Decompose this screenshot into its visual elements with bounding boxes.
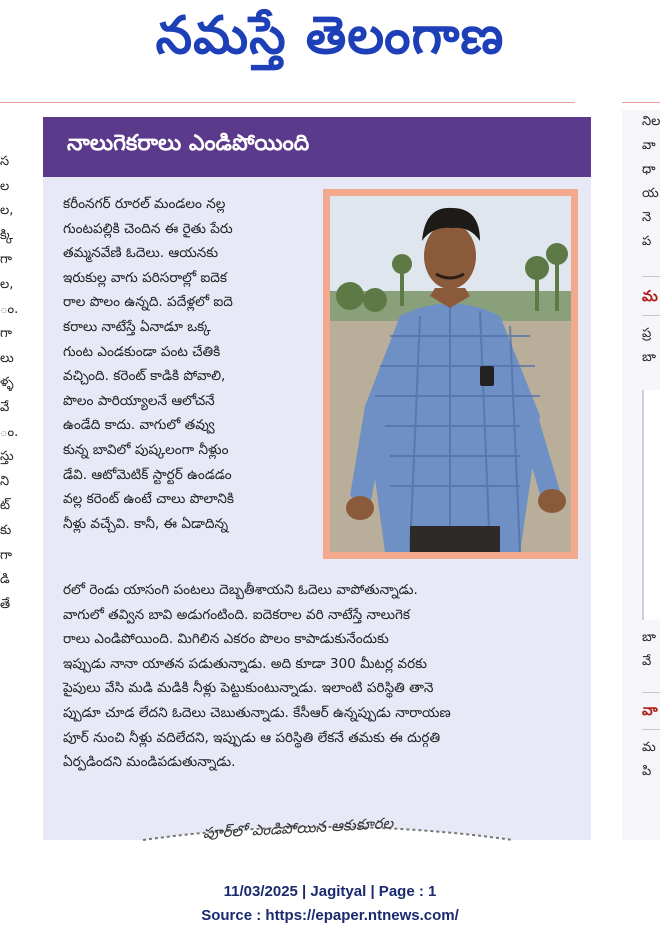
left-col-line: స (0, 154, 10, 169)
right-col-line: మ (642, 740, 656, 755)
headline-bar (43, 117, 591, 177)
article-body-line: పైపులు వేసి మడి మడికి నీళ్లు పెట్టుకుంటున్నాడు. ఇలాంటి పరిస్థితి తానె (63, 680, 434, 697)
headline: నాలుగెకరాలు ఎండిపోయింది (67, 131, 310, 156)
right-col-lines-a (622, 110, 660, 254)
article-body-full (63, 578, 578, 775)
left-col-line: లు (0, 350, 14, 366)
right-col-line: వా (642, 138, 656, 153)
left-col-line: కు (0, 522, 12, 538)
article-body-line: ఏర్పడిందని మండిపడుతున్నాడు. (63, 754, 236, 771)
article-body-line: డేవి. ఆటోమెటిక్ స్టార్టర్ ఉండడం (63, 466, 232, 483)
right-col-lines-d (622, 736, 660, 784)
left-col-line: గా (0, 326, 12, 342)
article-body-line: గుంటపల్లికి చెందిన ఈ రైతు పేరు (63, 220, 233, 237)
adjacent-article-right (622, 110, 660, 840)
article-body-line: కరీంనగర్ రూరల్ మండలం నల్ల (63, 196, 226, 212)
article-body-line: పూర్ నుంచి నీళ్లు వదిలేదని, ఇప్పుడు ఆ పరిస్థితి లేకనే తమకు ఈ దుర్గతి (63, 729, 441, 746)
article-body-line: రాలు ఎండిపోయింది. మిగిలిన ఎకరం పొలం కాపాడుకునేందుకు (63, 631, 389, 648)
article-body-line: కున్న బావిలో పుష్కలంగా నీళ్లుం (63, 441, 229, 458)
article-body-line: ఉండేది కాదు. వాగులో తవ్వు (63, 417, 215, 434)
left-col-line: ం. (0, 424, 19, 440)
right-col-heading-2: వా (642, 701, 658, 719)
right-col-line: ధా (642, 162, 656, 177)
photo-insert-caption (143, 814, 513, 842)
right-col-line: బా (642, 630, 656, 645)
footer-source: Source : https://epaper.ntnews.com/ (201, 907, 459, 924)
left-col-line: స్తు (0, 449, 14, 465)
article-body-line: గుంట ఎండకుండా పంట చేతికి (63, 343, 221, 360)
newspaper-title: నమస్తే తెలంగాణ (155, 6, 505, 66)
photo-frame (323, 189, 578, 559)
right-col-heading-1: మ (642, 287, 658, 305)
article-body-line: రాల పొలం ఉన్నది. పదేళ్లలో ఐదె (63, 294, 233, 311)
article-body-line: వాగులో తవ్విన బావి అడుగంటింది. ఐదెకరాల వరి నాటేస్తే నాలుగెక (63, 606, 411, 623)
left-col-line: తే (0, 596, 11, 612)
right-col-line: య (642, 186, 659, 201)
right-col-lines-b (622, 322, 660, 370)
article-body-line: పొలం పారియ్యాలనే ఆలోచనే (63, 392, 215, 409)
right-col-divider (642, 315, 660, 316)
right-col-divider (642, 729, 660, 730)
farmer-photo-illustration (330, 196, 571, 552)
right-col-line: వే (642, 654, 652, 669)
left-col-line: డి (0, 572, 10, 588)
farmer-photo (330, 196, 571, 552)
right-col-line: నిల (642, 114, 660, 129)
right-col-photo (642, 390, 660, 620)
right-col-line: ప్ర (642, 326, 652, 341)
right-col-line: బా (642, 350, 656, 365)
article-body-line: ఇప్పుడు నానా యాతన పడుతున్నాడు. అది కూడా 300 మీటర్ల వరకు (63, 655, 427, 672)
right-col-line: నె (642, 210, 652, 225)
adjacent-article-left (0, 150, 19, 790)
article (43, 117, 591, 840)
left-col-line: ళ్ళ (0, 375, 14, 391)
article-body-line: ఇరుకుల్ల వాగు పరిసరాల్లో ఐదెక (63, 269, 227, 286)
right-col-line: ప (642, 234, 652, 249)
left-col-line: వే (0, 399, 10, 415)
right-col-divider (642, 692, 660, 693)
article-body-line: వచ్చింది. కరెంట్ కాడికి పోవాలి, (63, 368, 226, 385)
article-body-line: నీళ్లు వచ్చేవి. కానీ, ఈ ఏడాదిన్న (63, 515, 229, 532)
masthead-divider-right (622, 102, 660, 103)
left-col-line: గా (0, 547, 12, 563)
right-col-line: పి (642, 764, 652, 779)
left-col-line: ం. (0, 301, 19, 317)
left-col-line: ని (0, 473, 10, 489)
article-body-line: కరాలు నాటేస్తే ఏనాడూ ఒక్క (63, 318, 211, 335)
insert-caption-text: పూర్‌లో ఎండిపోయిన ఆకుకూరల (202, 814, 394, 842)
right-col-lines-c (622, 626, 660, 674)
left-col-line: గా (0, 252, 12, 268)
footer (0, 880, 660, 928)
article-body-line: ప్పుడూ చూడ లేదని ఓదెలు చెబుతున్నాడు. కేసీఆర్ ఉన్నప్పుడు నారాయణ (63, 704, 451, 721)
left-col-line: ల, (0, 276, 14, 292)
left-col-line: ట్ (0, 498, 11, 514)
article-body-line: తమ్మనవేణి ఓదెలు. ఆయనకు (63, 245, 219, 262)
article-body-line: వల్ల కరెంట్ ఉంటే చాలు పొలానికి (63, 491, 234, 508)
footer-dateline: 11/03/2025 | Jagityal | Page : 1 (223, 883, 437, 900)
right-col-divider (642, 276, 660, 277)
article-body-top (63, 192, 318, 536)
left-col-line: క్కి (0, 227, 14, 243)
article-body-line: రలో రెండు యాసంగి పంటలు దెబ్బతీశాయని ఓదెలు వాపోతున్నాడు. (63, 582, 418, 598)
left-col-line: ల, (0, 203, 14, 219)
masthead (0, 0, 660, 96)
masthead-divider (0, 102, 575, 103)
left-col-line: ల (0, 178, 10, 194)
